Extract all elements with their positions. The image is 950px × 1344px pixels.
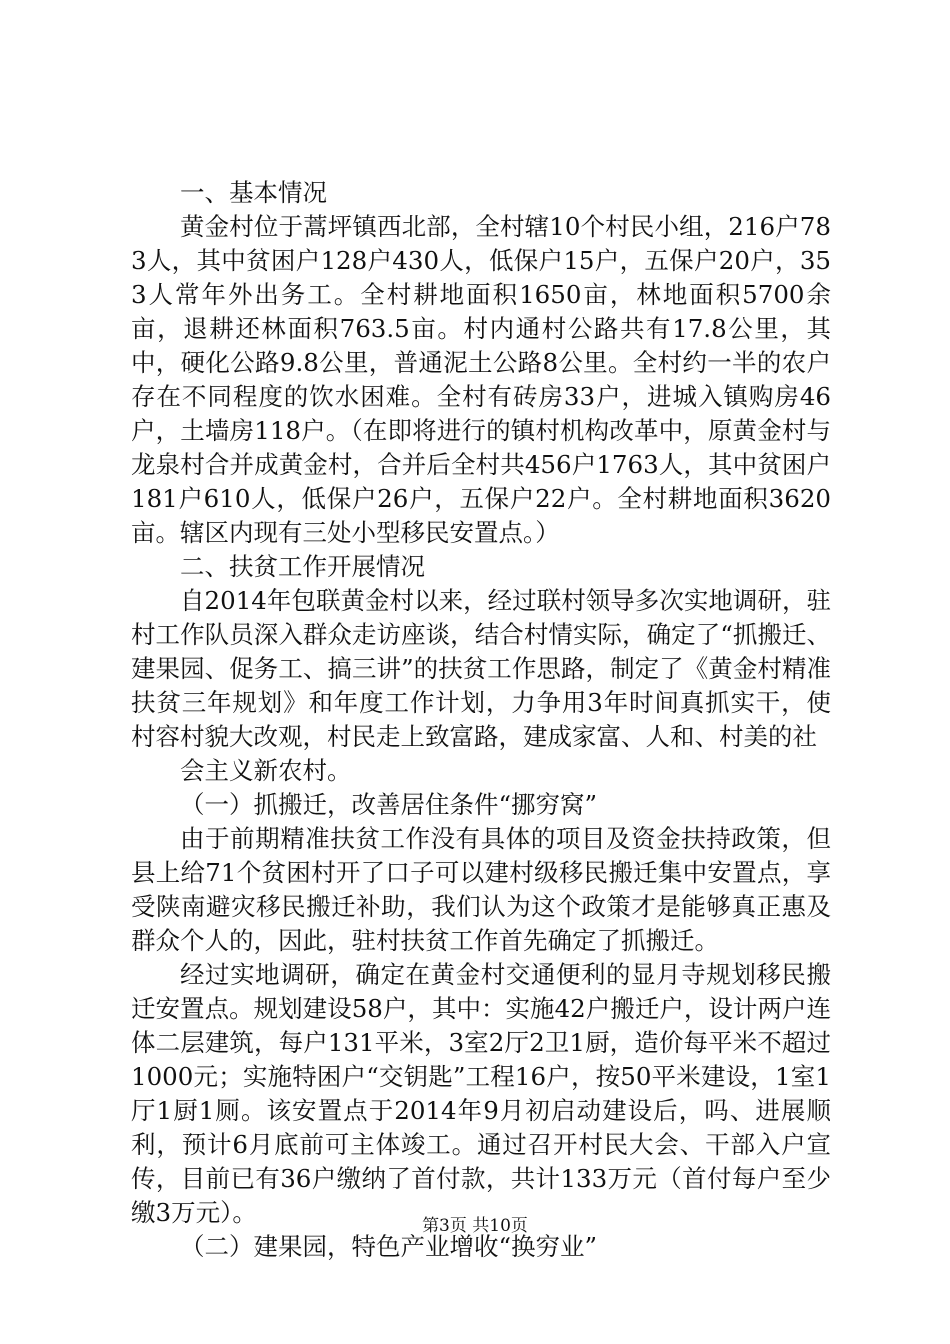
page-footer: 第3页 共10页 <box>422 1216 528 1236</box>
subsection-heading-orchard: （二）建果园，特色产业增收“换穷业” <box>180 1232 598 1261</box>
subsection-heading-relocation: （一）抓搬迁，改善居住条件“挪穷窝” <box>180 790 598 819</box>
section-heading-basic-info: 一、基本情况 <box>180 178 327 207</box>
paragraph-relocation-site: 经过实地调研，确定在黄金村交通便利的显月寺规划移民搬迁安置点。规划建设58户，其中：实施42户搬迁户，设计两户连体二层建筑，每户131平米，3室2厅2卫1厨，造价每平米不超过1000元；实施特困户“交钥匙”工程16户，按50平米建设，1室1厅1厨1厕。该安置点于2014年9月初启动建设后，吗、进展顺利，预计6月底前可主体竣工。通过召开村民大会、干部入户宣传，目前已有36户缴纳了首付款，共计133万元（首付每户至少缴3万元）。 <box>131 960 831 1227</box>
paragraph-relocation-policy: 由于前期精准扶贫工作没有具体的项目及资金扶持政策，但县上给71个贫困村开了口子可以建村级移民搬迁集中安置点，享受陕南避灾移民搬迁补助，我们认为这个政策才是能够真正惠及群众个人的，因此，驻村扶贫工作首先确定了抓搬迁。 <box>131 824 831 955</box>
paragraph-village-overview: 黄金村位于蒿坪镇西北部，全村辖10个村民小组，216户783人，其中贫困户128户430人，低保户15户，五保户20户，353人常年外出务工。全村耕地面积1650亩，林地面积5700余亩，退耕还林面积763.5亩。村内通村公路共有17.8公里，其中，硬化公路9.8公里，普通泥土公路8公里。全村约一半的农户存在不同程度的饮水困难。全村有砖房33户，进城入镇购房46户，土墙房118户。（在即将进行的镇村机构改革中，原黄金村与龙泉村合并成黄金村，合并后全村共456户1763人，其中贫困户181户610人，低保户26户，五保户22户。全村耕地面积3620亩。辖区内现有三处小型移民安置点。） <box>131 212 831 547</box>
paragraph-new-countryside: 会主义新农村。 <box>180 756 352 785</box>
document-body <box>131 176 831 1264</box>
section-heading-poverty-work: 二、扶贫工作开展情况 <box>180 552 425 581</box>
paragraph-work-approach: 自2014年包联黄金村以来，经过联村领导多次实地调研，驻村工作队员深入群众走访座谈，结合村情实际，确定了“抓搬迁、建果园、促务工、搞三讲”的扶贫工作思路，制定了《黄金村精准扶贫三年规划》和年度工作计划，力争用3年时间真抓实干，使村容村貌大改观，村民走上致富路，建成家富、人和、村美的社 <box>131 586 831 751</box>
